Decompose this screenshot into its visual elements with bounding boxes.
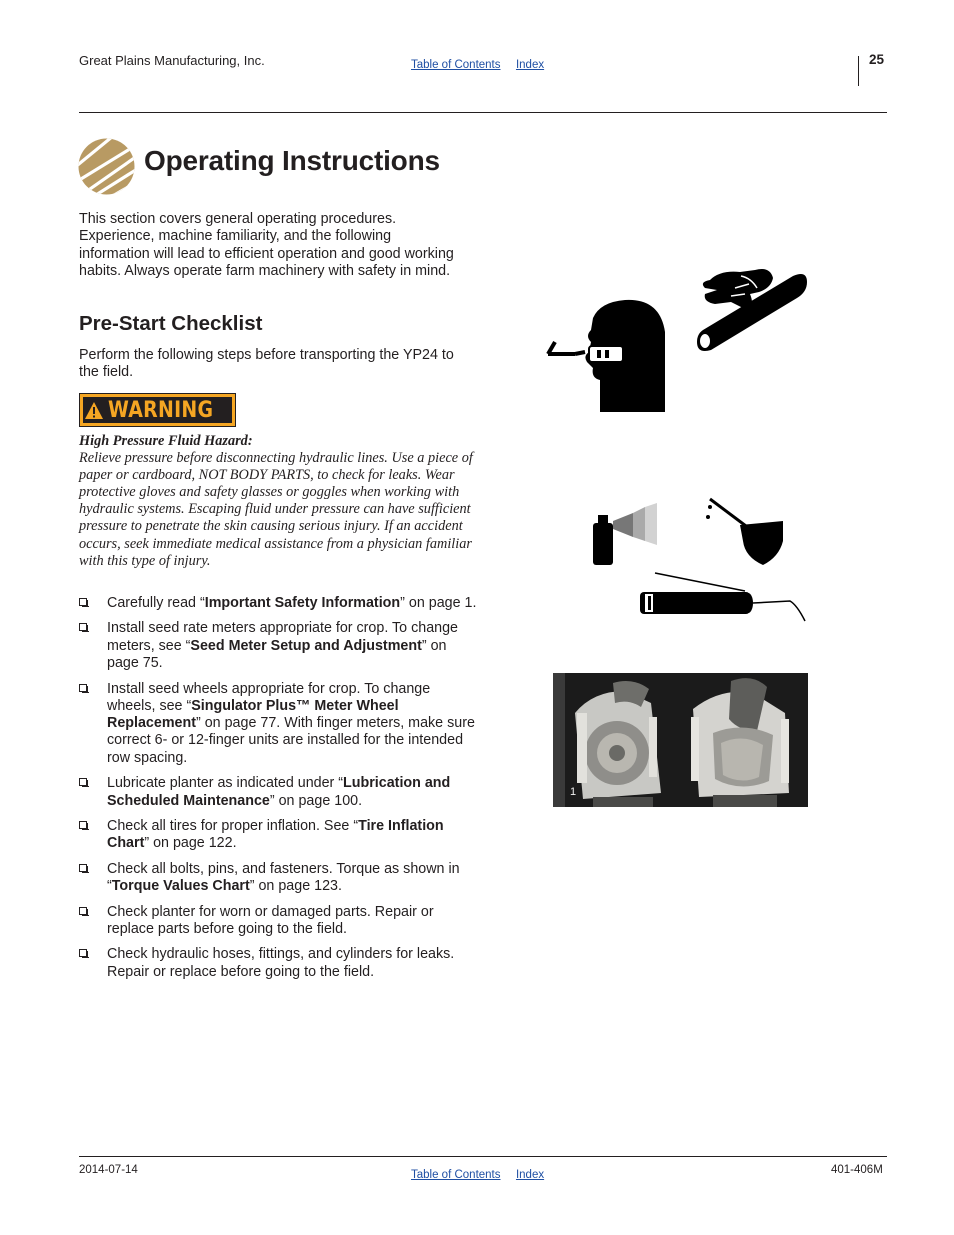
great-plains-logo-icon: [78, 138, 135, 195]
checkbox-icon: [79, 864, 87, 872]
checkbox-icon: [79, 907, 87, 915]
footer-rule: [79, 1156, 887, 1157]
footer-index-link[interactable]: Index: [515, 1169, 545, 1181]
seed-meter-photo-image: [553, 673, 808, 807]
header-divider: [858, 56, 859, 86]
checkbox-icon: [79, 949, 87, 957]
section-title: Pre-Start Checklist: [79, 312, 263, 335]
intro-paragraph: This section covers general operating procedures. Experience, machine familiarity, and the following information will lead to efficient operation and good working habits. Always operate farm machinery with safety in mind.: [79, 211, 454, 279]
checklist-item: Install seed rate meters appropriate for crop. To change meters, see “Seed Meter Setup and Adjustment” on page 75.: [79, 620, 479, 672]
pre-start-checklist: [79, 595, 479, 989]
hazard-block: [79, 433, 479, 570]
footer-date: 2014-07-14: [79, 1164, 138, 1176]
toc-link[interactable]: Table of Contents: [411, 59, 501, 71]
page-title: Operating Instructions: [144, 145, 440, 176]
warning-text: WARNING: [108, 397, 214, 423]
warning-label: [79, 393, 236, 427]
checkbox-icon: [79, 598, 87, 606]
checklist-item: Install seed wheels appropriate for crop. To change wheels, see “Singulator Plus™ Meter Wheel Replacement” on page 77. With finger meters, make sure correct 6- or 12-finger units are installed for the intended row spacing.: [79, 681, 479, 767]
hazard-text: Relieve pressure before disconnecting hydraulic lines. Use a piece of paper or cardboard, NOT BODY PARTS, to check for leaks. Wear protective gloves and safety glasses or goggles when working with hydraulic systems. Escaping fluid under pressure can have sufficient pressure to penetrate the skin causing serious injury. If an accident occurs, seek immediate medical assistance from a physician familiar with this type of injury.: [79, 450, 473, 569]
checklist-item: Carefully read “Important Safety Information” on page 1.: [79, 595, 479, 612]
safety-goggles-icon: [545, 262, 810, 417]
checklist-item: Check hydraulic hoses, fittings, and cylinders for leaks. Repair or replace before going to the field.: [79, 946, 479, 981]
header-rule: [79, 112, 887, 113]
document-number: 401-406M: [831, 1164, 883, 1176]
checklist-item: Lubricate planter as indicated under “Lubrication and Scheduled Maintenance” on page 100.: [79, 775, 479, 810]
checklist-item: Check all tires for proper inflation. See “Tire Inflation Chart” on page 122.: [79, 818, 479, 853]
spray-can-icon: [593, 503, 657, 565]
checklist-item: Check planter for worn or damaged parts. Repair or replace parts before going to the field.: [79, 904, 479, 939]
grease-gun-icon: [640, 573, 805, 621]
checklist-item: Check all bolts, pins, and fasteners. Torque as shown in “Torque Values Chart” on page 123.: [79, 861, 479, 896]
checkbox-icon: [79, 778, 87, 786]
photo-callout-label: 1: [570, 786, 577, 798]
checkbox-icon: [79, 821, 87, 829]
hand-injury-icon: [697, 269, 807, 351]
footer-toc-link[interactable]: Table of Contents: [411, 1169, 501, 1181]
oil-can-icon: [706, 499, 783, 565]
company-name: Great Plains Manufacturing, Inc.: [79, 53, 265, 68]
checkbox-icon: [79, 684, 87, 692]
lubrication-icons: [585, 495, 810, 625]
warning-triangle-icon: [84, 401, 104, 420]
seed-meter-photo: [553, 673, 808, 807]
section-intro: Perform the following steps before transporting the YP24 to the field.: [79, 347, 454, 381]
page-number: 25: [869, 52, 885, 67]
footer-nav: [411, 1165, 555, 1183]
header-nav: [411, 55, 555, 73]
checkbox-icon: [79, 623, 87, 631]
index-link[interactable]: Index: [515, 59, 545, 71]
hazard-title: High Pressure Fluid Hazard:: [79, 433, 253, 449]
